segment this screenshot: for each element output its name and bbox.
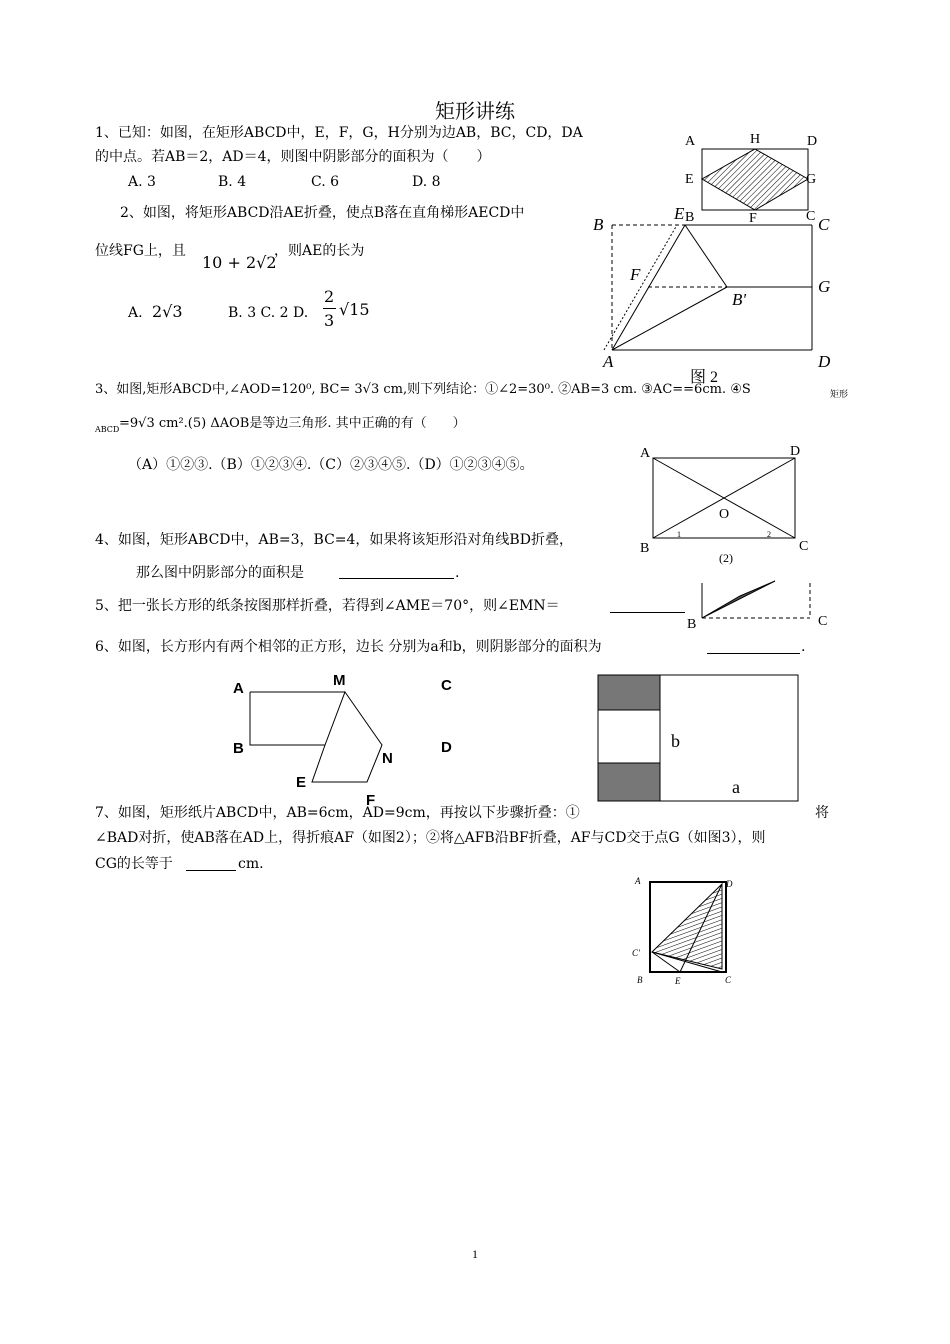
q3-label-o: O xyxy=(719,507,730,522)
q2-option-a-label: A. xyxy=(128,305,143,321)
q3-label-c: C xyxy=(799,539,809,554)
q5-shaded-triangle xyxy=(702,581,775,618)
fold-flap xyxy=(312,692,382,782)
fold-label-e: E xyxy=(296,774,307,791)
q3-subscript-abcd: ABCD xyxy=(95,425,120,434)
q2-label-c: C xyxy=(818,215,830,234)
q1-label-f: F xyxy=(749,211,757,226)
q2-label-g: G xyxy=(818,277,831,296)
q6-line-end: . xyxy=(801,639,806,655)
q5-label-c: C xyxy=(818,614,828,629)
q1-label-b: B xyxy=(685,210,695,225)
q1-option-d: D. 8 xyxy=(412,174,441,190)
q3-subscript-rect: 矩形 xyxy=(830,390,849,400)
q6-figure xyxy=(590,668,805,808)
page-title: 矩形讲练 xyxy=(435,99,515,123)
q2-option-d-num: 2 xyxy=(324,287,335,306)
q4-line1: 4、如图，矩形ABCD中，AB=3，BC=4，如果将该矩形沿对角线BD折叠， xyxy=(95,532,573,548)
q1-label-a: A xyxy=(685,134,696,149)
q2-line2-end: ，则AE的长为 xyxy=(274,243,365,259)
q6-label-b: b xyxy=(671,731,680,751)
q2-line2-start: 位线FG上，且 xyxy=(95,243,186,259)
q1-option-c: C. 6 xyxy=(311,174,340,190)
q2-label-bprime: B' xyxy=(732,290,747,309)
q2-segment-eb xyxy=(685,225,727,287)
q3-options: （A）①②③.（B）①②③④.（C）②③④⑤.（D）①②③④⑤。 xyxy=(128,457,534,473)
q3-label-b: B xyxy=(640,541,650,556)
q3-figure xyxy=(635,440,815,570)
q7-answer-blank[interactable] xyxy=(186,855,236,871)
fold-label-n: N xyxy=(382,750,393,767)
q6-answer-blank[interactable] xyxy=(707,638,800,654)
q1-label-e: E xyxy=(685,172,694,187)
q7-label-b: B xyxy=(637,975,643,985)
q2-label-a: A xyxy=(603,352,614,371)
q2-caption: 图 2 xyxy=(690,369,719,386)
fold-label-c: C xyxy=(441,677,452,694)
q5-figure xyxy=(685,578,835,633)
q5-answer-blank[interactable] xyxy=(610,597,685,613)
q7-line3-end: cm. xyxy=(238,856,264,872)
q5-fold-figure xyxy=(225,670,485,810)
q2-option-a-value: 2√3 xyxy=(152,302,183,321)
q2-dashed-ab xyxy=(604,225,677,350)
page-number: 1 xyxy=(472,1247,478,1261)
q1-label-c: C xyxy=(806,209,816,224)
q2-segment-ab xyxy=(612,287,727,350)
q2-line1: 2、如图，将矩形ABCD沿AE折叠，使点B落在直角梯形AECD中 xyxy=(120,205,525,221)
q2-expression: 10 + 2√2 xyxy=(202,253,277,272)
q3-caption: (2) xyxy=(719,551,733,565)
q5-line: 5、把一张长方形的纸条按图那样折叠，若得到∠AME＝70°，则∠EMN＝ xyxy=(95,598,560,614)
q7-label-c: C xyxy=(725,975,732,985)
q4-line2: 那么图中阴影部分的面积是 xyxy=(136,565,304,581)
q6-label-a: a xyxy=(732,777,740,797)
q4-line2-end: . xyxy=(455,565,460,581)
fold-label-b: B xyxy=(233,740,244,757)
q4-answer-blank[interactable] xyxy=(339,563,454,579)
q3-angle-1: 1 xyxy=(677,530,681,539)
q3-label-d: D xyxy=(790,444,801,459)
q2-label-e: E xyxy=(674,204,685,223)
q6-line: 6、如图，长方形内有两个相邻的正方形，边长 分别为a和b，则阴影部分的面积为 xyxy=(95,639,602,655)
fold-label-f: F xyxy=(366,792,376,809)
q3-label-a: A xyxy=(640,446,651,461)
q2-label-d: D xyxy=(818,352,831,371)
q3-angle-2: 2 xyxy=(767,530,771,539)
q1-option-b: B. 4 xyxy=(218,174,247,190)
q7-figure xyxy=(630,872,750,987)
fold-label-d: D xyxy=(441,739,452,756)
q3-line2: =9√3 cm².(5) ΔAOB是等边三角形. 其中正确的有（ ） xyxy=(119,416,466,431)
q1-shaded-rhombus xyxy=(702,149,808,210)
q2-option-bcd: B. 3 C. 2 D. xyxy=(228,305,309,321)
q1-label-g: G xyxy=(806,172,817,187)
q7-label-e: E xyxy=(675,976,681,986)
q2-fraction-bar xyxy=(323,308,336,309)
q7-line1: 7、如图，矩形纸片ABCD中，AB=6cm，AD=9cm，再按以下步骤折叠：① xyxy=(95,805,580,821)
q7-label-d: D xyxy=(726,879,733,889)
q7-line3-start: CG的长等于 xyxy=(95,856,173,872)
q2-label-f: F xyxy=(630,265,641,284)
q2-figure xyxy=(590,205,840,385)
q7-label-cprime: C' xyxy=(632,948,640,958)
q6-shaded-top xyxy=(598,675,660,710)
q7-line2: ∠BAD对折，使AB落在AD上，得折痕AF（如图2）；②将△AFB沿BF折叠，AF与CD交于点G（如图3），则 xyxy=(95,830,766,846)
q1-label-h: H xyxy=(750,132,761,147)
q2-label-b: B xyxy=(593,215,604,234)
fold-label-a: A xyxy=(233,680,244,697)
q1-line1: 1、已知：如图，在矩形ABCD中，E，F，G，H分别为边AB，BC，CD，DA xyxy=(95,125,583,141)
q6-shaded-bottom xyxy=(598,763,660,801)
q1-line2: 的中点。若AB＝2，AD＝4，则图中阴影部分的面积为（ ） xyxy=(95,149,491,165)
q7-label-a: A xyxy=(635,876,641,886)
q2-outline xyxy=(590,205,591,206)
q2-option-d-den: 3 xyxy=(324,311,335,330)
q1-label-d: D xyxy=(807,134,818,149)
q3-line1: 3、如图,矩形ABCD中,∠AOD=120⁰, BC= 3√3 cm,则下列结论：①∠2=30⁰. ②AB=3 cm. ③AC==6cm. ④S xyxy=(95,382,751,397)
q5-label-b: B xyxy=(687,617,697,632)
q2-option-d-rad: √15 xyxy=(339,300,370,319)
fold-label-m: M xyxy=(333,672,346,689)
q7-line1-end: 将 xyxy=(815,805,829,821)
q1-option-a: A. 3 xyxy=(128,174,156,190)
